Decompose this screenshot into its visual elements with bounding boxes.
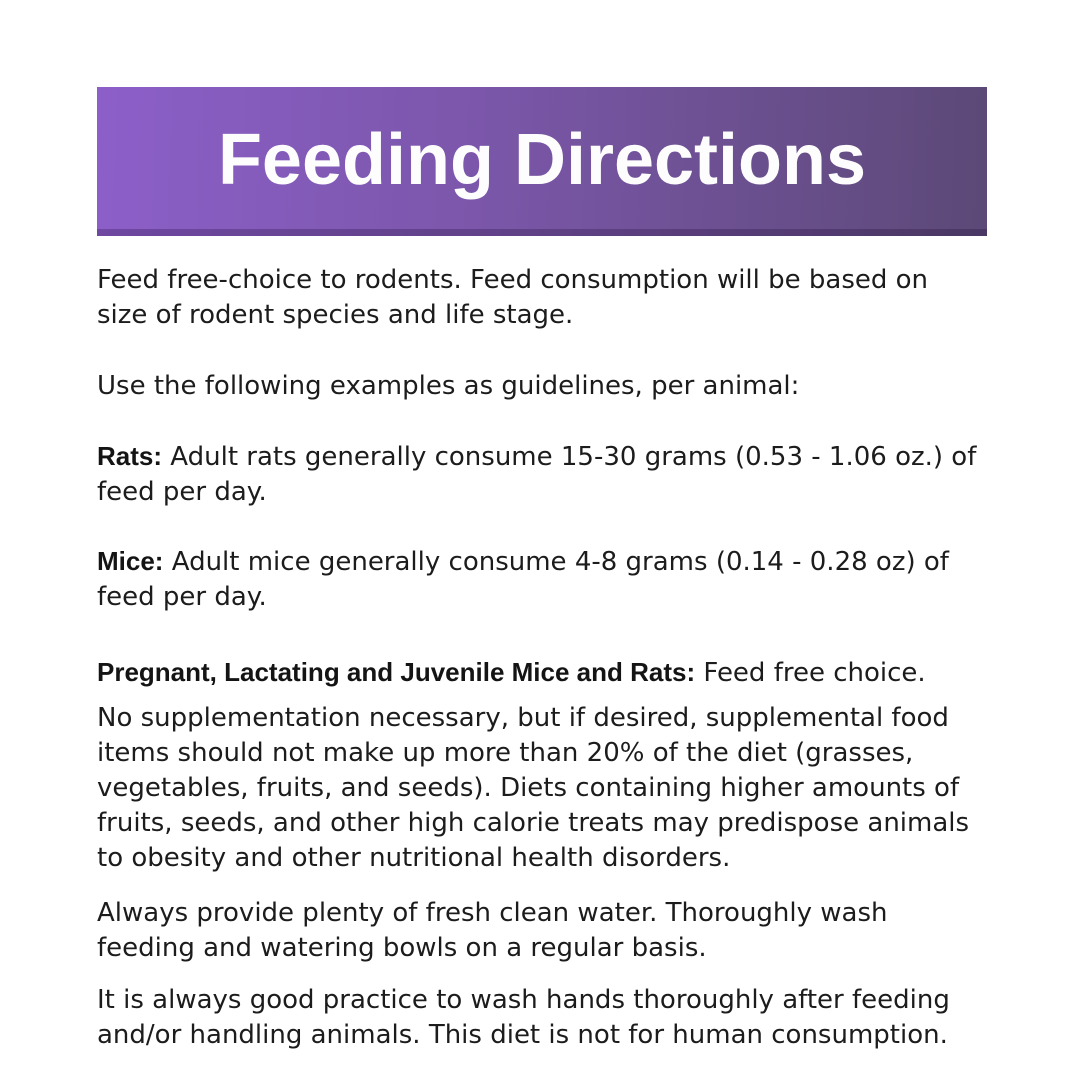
header-banner <box>97 87 987 236</box>
text-line <box>97 439 1027 475</box>
text-line: feeding and watering bowls on a regular basis. <box>97 933 707 963</box>
feeding-directions-text <box>97 263 1027 1053</box>
text-line: vegetables, fruits, and seeds). Diets containing higher amounts of <box>97 773 960 803</box>
text-line: fruits, seeds, and other high calorie treats may predispose animals <box>97 808 970 838</box>
text-line: It is always good practice to wash hands thoroughly after feeding <box>97 985 950 1015</box>
text-line: items should not make up more than 20% of the diet (grasses, <box>97 738 914 768</box>
page-title: Feeding Directions <box>217 119 867 200</box>
text-run: Adult rats generally consume 15-30 grams (0.53 - 1.06 oz.) of <box>162 442 977 472</box>
paragraph-guidelines <box>97 369 1027 404</box>
paragraph-water <box>97 896 1027 966</box>
text-line <box>97 655 1027 691</box>
paragraph-rats <box>97 439 1027 510</box>
text-run: Feed free choice. <box>695 658 926 688</box>
text-line <box>97 544 1027 580</box>
rats-bold-lead: Rats: <box>97 441 163 471</box>
text-line: and/or handling animals. This diet is not for human consumption. <box>97 1020 948 1050</box>
text-line: feed per day. <box>97 582 267 612</box>
paragraph-supplementation <box>97 701 1027 876</box>
paragraph-pregnant-lactating <box>97 655 1027 691</box>
text-line: feed per day. <box>97 477 267 507</box>
text-line: to obesity and other nutritional health disorders. <box>97 843 731 873</box>
mice-bold-lead: Mice: <box>97 546 164 576</box>
paragraph-mice <box>97 544 1027 615</box>
pregnant-bold-lead: Pregnant, Lactating and Juvenile Mice and Rats: <box>97 657 696 687</box>
text-line: No supplementation necessary, but if desired, supplemental food <box>97 703 949 733</box>
paragraph-intro <box>97 263 1027 333</box>
text-line: Feed free-choice to rodents. Feed consumption will be based on <box>97 265 929 295</box>
paragraph-hygiene <box>97 983 1027 1053</box>
text-line: Use the following examples as guidelines, per animal: <box>97 371 800 401</box>
text-run: Adult mice generally consume 4-8 grams (0.14 - 0.28 oz) of <box>163 547 949 577</box>
text-line: Always provide plenty of fresh clean water. Thoroughly wash <box>97 898 888 928</box>
text-line: size of rodent species and life stage. <box>97 300 574 330</box>
